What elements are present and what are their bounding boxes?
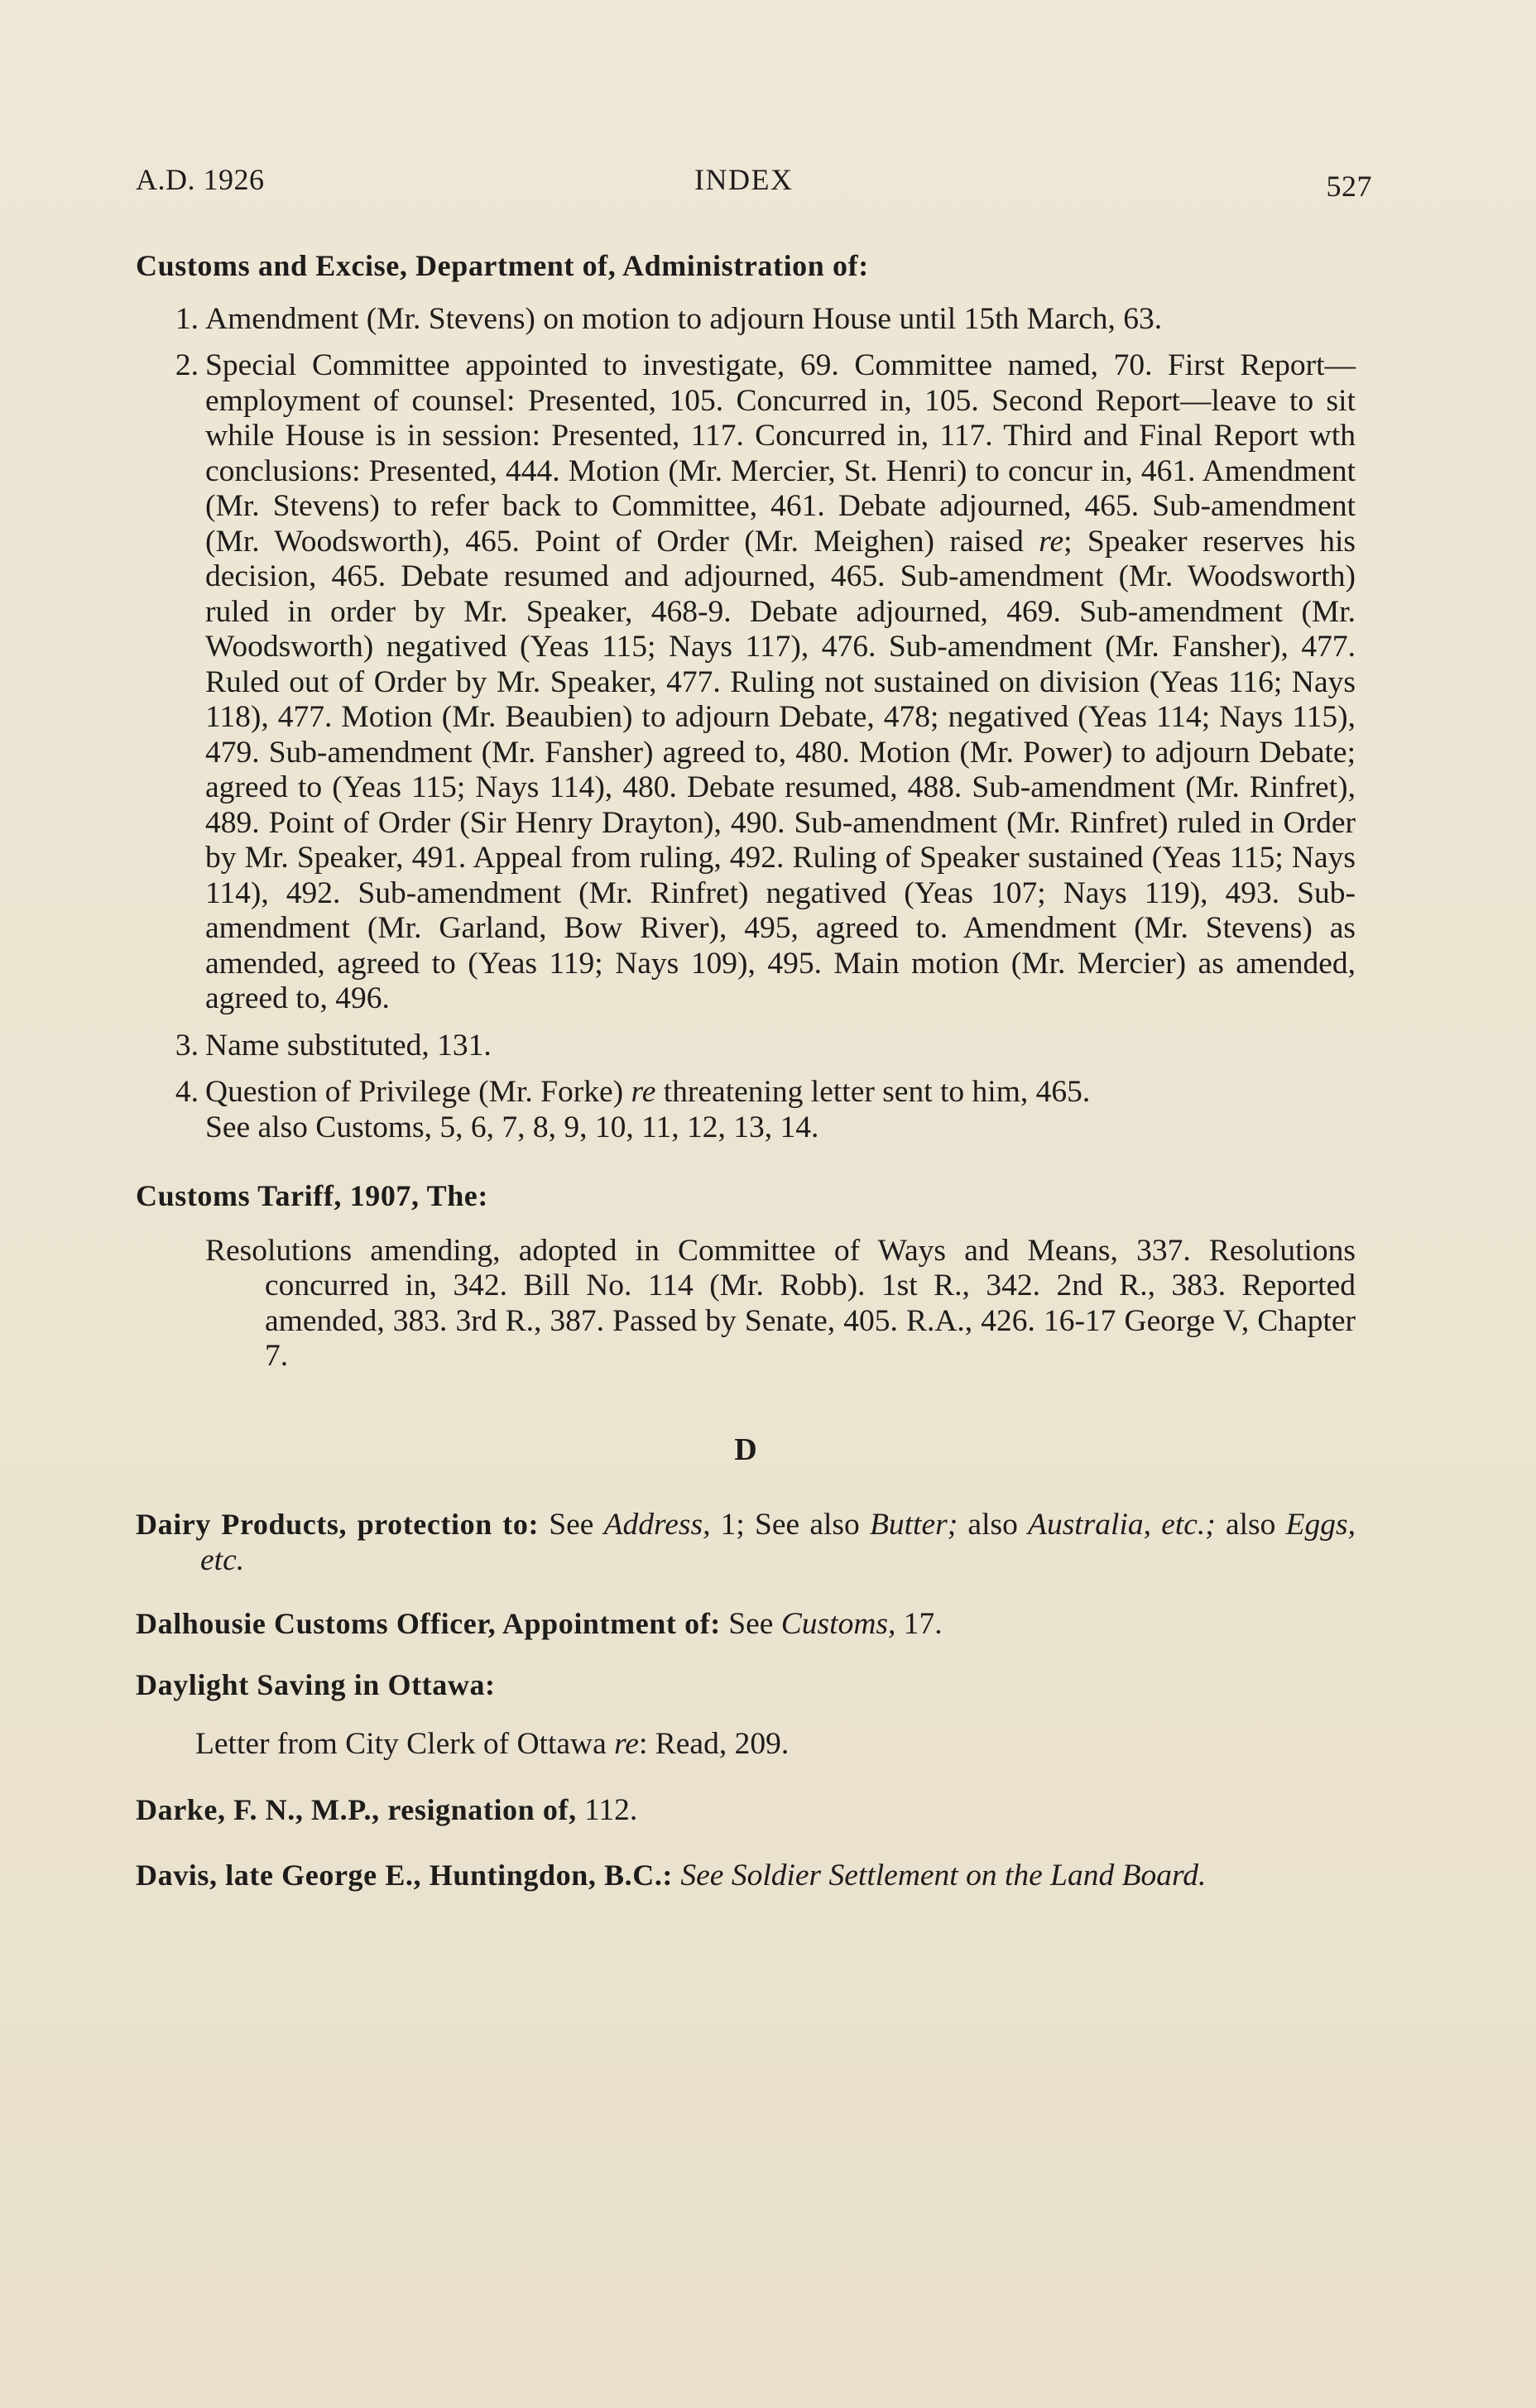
header-title: INDEX [694, 163, 794, 196]
list-item [136, 302, 1356, 338]
entry-daylight-heading: Daylight Saving in Ottawa: [136, 1667, 496, 1701]
index-body [136, 248, 1356, 1894]
see-also: See also Customs, 5, 6, 7, 8, 9, 10, 11, 12, 13, 14. [205, 1110, 819, 1144]
item-text: Name substituted, 131. [205, 1028, 492, 1062]
item-number: 4. [175, 1075, 199, 1109]
list-item [136, 1029, 1356, 1064]
list-item [136, 1075, 1356, 1145]
customs-tariff-text: Resolutions amending, adopted in Committee of Ways and Means, 337. Resolutions concurred in, 342. Bill No. 114 (Mr. Robb). 1st R., 342. 2nd R., 383. Reported amended, 383. 3rd R., 387. Passed by Senate, 405. R.A., 426. 16-17 George V, Chapter 7. [205, 1233, 1356, 1373]
entry-dairy: Dairy Products, protection to: See Address, 1; See also Butter; also Australia, etc.; also Eggs, etc. [136, 1508, 1356, 1577]
entry-dalhousie: Dalhousie Customs Officer, Appointment of: See Customs, 17. [136, 1607, 943, 1641]
item-text: Question of Privilege (Mr. Forke) re threatening letter sent to him, 465. See also Customs, 5, 6, 7, 8, 9, 10, 11, 12, 13, 14. [205, 1075, 1091, 1144]
item-text: Special Committee appointed to investigate, 69. Committee named, 70. First Report—employment of counsel: Presented, 105. Concurred in, 105. Second Report—leave to sit while House is in session: Presented, 117. Concurred in, 117. Third and Final Report wth conclusions: Presented, 444. Motion (Mr. Mercier, St. Henri) to concur in, 461. Amendment (Mr. Stevens) to refer back to Committee, 461. Debate adjourned, 465. Sub-amendment (Mr. Woodsworth), 465. Point of Order (Mr. Meighen) raised re; Speaker reserves his decision, 465. Debate resumed and adjourned, 465. Sub-amendment (Mr. Woodsworth) ruled in order by Mr. Speaker, 468-9. Debate adjourned, 469. Sub-amendment (Mr. Woodsworth) negatived (Yeas 115; Nays 117), 476. Sub-amendment (Mr. Fansher), 477. Ruled out of Order by Mr. Speaker, 477. Ruling not sustained on division (Yeas 116; Nays 118), 477. Motion (Mr. Beaubien) to adjourn Debate, 478; negatived (Yeas 114; Nays 115), 479. Sub-amendment (Mr. Fansher) agreed to, 480. Motion (Mr. Power) to adjourn Debate; agreed to (Yeas 115; Nays 114), 480. Debate resumed, 488. Sub-amendment (Mr. Rinfret), 489. Point of Order (Sir Henry Drayton), 490. Sub-amendment (Mr. Rinfret) ruled in Order by Mr. Speaker, 491. Appeal from ruling, 492. Ruling of Speaker sustained (Yeas 115; Nays 114), 492. Sub-amendment (Mr. Rinfret) negatived (Yeas 107; Nays 119), 493. Sub-amendment (Mr. Garland, Bow River), 495, agreed to. Amendment (Mr. Stevens) as amended, agreed to (Yeas 119; Nays 109), 495. Main motion (Mr. Mercier) as amended, agreed to, 496. [205, 348, 1356, 1015]
item-number: 3. [175, 1028, 199, 1062]
customs-excise-list [136, 302, 1356, 1146]
running-head [136, 162, 1372, 204]
heading-customs-tariff: Customs Tariff, 1907, The: [136, 1179, 488, 1212]
item-text: Amendment (Mr. Stevens) on motion to adjourn House until 15th March, 63. [205, 301, 1163, 336]
letter-divider: D [734, 1432, 757, 1467]
heading-customs-excise: Customs and Excise, Department of, Administration of: [136, 249, 869, 282]
header-year: A.D. 1926 [136, 163, 265, 196]
entry-darke: Darke, F. N., M.P., resignation of, 112. [136, 1792, 638, 1827]
list-item [136, 348, 1356, 1017]
entry-davis: Davis, late George E., Huntingdon, B.C.: See Soldier Settlement on the Land Board. [136, 1859, 1207, 1892]
item-number: 1. [175, 301, 199, 336]
page-number: 527 [1326, 170, 1372, 203]
entry-daylight-text: Letter from City Clerk of Ottawa re: Read, 209. [195, 1727, 790, 1761]
item-number: 2. [175, 348, 199, 382]
